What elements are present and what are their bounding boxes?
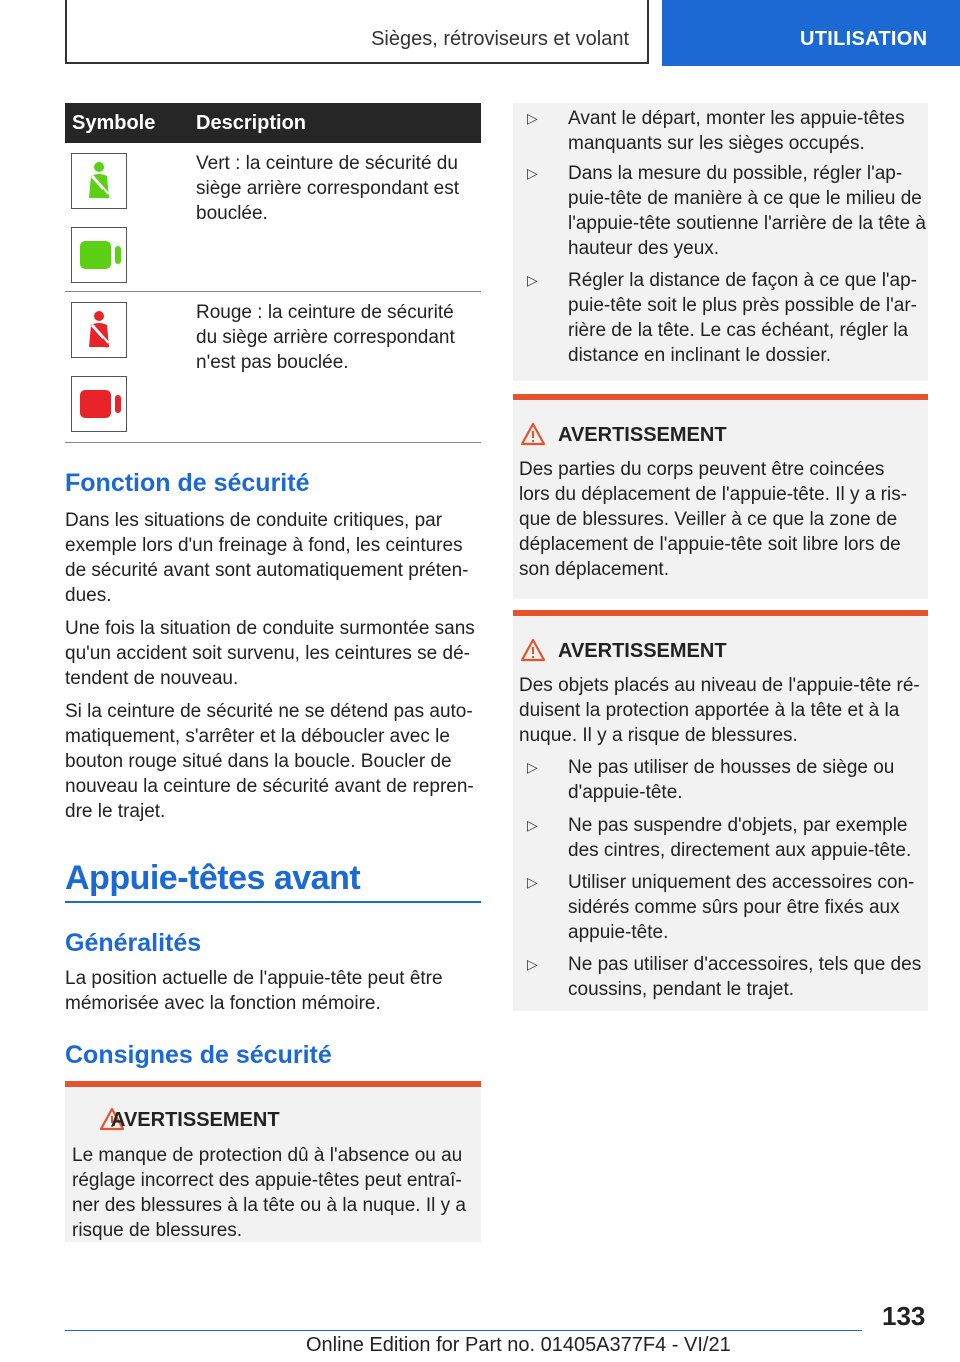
footer-edition: Online Edition for Part no. 01405A377F4 - VI/21 [306, 1334, 731, 1356]
consignes-heading: Consignes de sécurité [65, 1041, 332, 1069]
warning-title: AVERTISSEMENT [111, 1109, 280, 1131]
row-description: Vert : la ceinture de sécurité du siège arrière correspondant est bouclée. [196, 153, 459, 224]
bullet-triangle-icon: ▷ [527, 165, 538, 181]
warning-text: Des objets placés au niveau de l'appuie-tête ré- duisent la protection apportée à la tête et à la nuque. Il y a risque de blessures. [519, 675, 920, 746]
appuie-title: Appuie-têtes avant [65, 859, 361, 897]
seatbelt-green-icon [71, 153, 127, 209]
row-description: Rouge : la ceinture de sécurité du siège arrière correspondant n'est pas bouclée. [196, 302, 455, 373]
warning-box: AVERTISSEMENT Des objets placés au niveau de l'appuie-tête ré- duisent la protection apportée à la tête et à la nuque. Il y a risque de blessures. ▷ Ne pas utiliser de housses de siège ou d'appuie-tête. ▷ Ne pas suspendre d'objets, par exemple des cintres, directement aux appuie-tête. ▷ Utiliser uniquement des accessoires con- sidérés comme sûrs pour être fixés aux appuie-tête. ▷ Ne pas utiliser d'accessoires, tels que des coussins, pendant le trajet. [513, 610, 928, 1011]
table-row [65, 143, 481, 292]
header-frame [65, 0, 649, 64]
bullet-triangle-icon: ▷ [527, 817, 538, 833]
symbol-table-header [65, 103, 481, 143]
bullet-triangle-icon: ▷ [527, 110, 538, 126]
warning-box [513, 394, 928, 599]
bullet-triangle-icon: ▷ [527, 759, 538, 775]
left-column [65, 103, 481, 443]
seatbelt-red-icon [71, 302, 127, 358]
bullet-triangle-icon: ▷ [527, 956, 538, 972]
col-symbol-header: Symbole [72, 112, 156, 134]
page-number: 133 [882, 1301, 926, 1331]
warning-text: Le manque de protection dû à l'absence ou au réglage incorrect des appuie-têtes peut entraî- ner des blessures à la tête ou à la nuque. Il y a risque de blessures. [72, 1145, 466, 1241]
generalites-heading: Généralités [65, 929, 202, 957]
bullet-triangle-icon: ▷ [527, 874, 538, 890]
bullet-triangle-icon: ▷ [527, 272, 538, 288]
section-title: Sièges, rétroviseurs et volant [371, 28, 629, 50]
instruction-box: ▷ Avant le départ, monter les appuie-têtes manquants sur les sièges occupés. ▷ Dans la mesure du possible, régler l'ap- puie-tête de manière à ce que le milieu de l'appuie-tête soutienne l'arrière de la tête à hauteur des yeux. ▷ Régler la distance de façon à ce que l'ap- puie-tête soit le plus près possible de l'ar- rière de la tête. Le cas échéant, régler la distance en inclinant le dossier. [513, 103, 928, 381]
warning-title: AVERTISSEMENT [558, 424, 727, 446]
fonction-text: Dans les situations de conduite critiques, par exemple lors d'un freinage à fond, les ceintures de sécurité avant sont automatiquement préten- dues. Une fois la situation de conduite surmontée sans qu'un accident soit survenu, les ceintures se dé- tendent de nouveau. Si la ceinture de sécurité ne se détend pas auto- matiquement, s'arrêter et la déboucler avec le bouton rouge situé dans la boucle. Boucler de nouveau la ceinture de sécurité avant de repren- dre le trajet. [65, 510, 475, 822]
warning-box [65, 1081, 481, 1242]
warning-icon [520, 638, 546, 662]
title-rule [65, 901, 481, 903]
symbol-table [65, 103, 481, 443]
col-description-header: Description [196, 112, 307, 134]
footer-rule [65, 1330, 862, 1331]
warning-icon [520, 422, 546, 446]
chapter-tab[interactable] [662, 0, 960, 66]
warning-title: AVERTISSEMENT [558, 640, 727, 662]
chapter-tab-label: UTILISATION [800, 28, 928, 50]
warning-text: Des parties du corps peuvent être coincées lors du déplacement de l'appuie-tête. Il y a ris- que de blessures. Veiller à ce que la zone de déplacement de l'appuie-tête soit libre lors de son déplacement. [519, 459, 908, 580]
table-row [65, 292, 481, 443]
generalites-text: La position actuelle de l'appuie-tête peut être mémorisée avec la fonction mémoire. [65, 968, 443, 1014]
seat-status-green-icon [71, 227, 127, 283]
fonction-heading: Fonction de sécurité [65, 469, 310, 497]
seat-status-red-icon [71, 376, 127, 432]
